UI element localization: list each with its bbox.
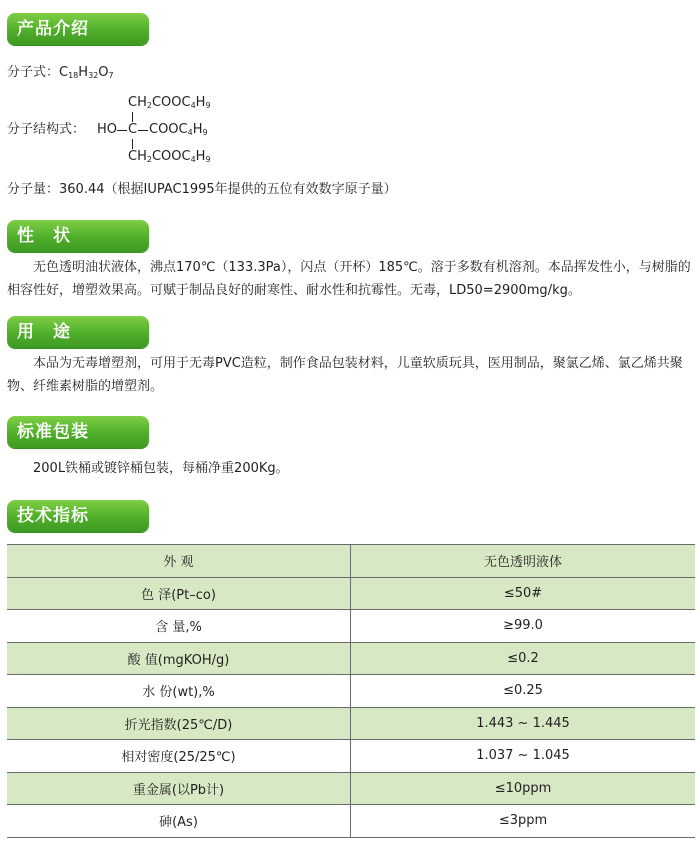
structure-bottom-h: H	[195, 149, 206, 164]
formula-c: C	[59, 65, 69, 80]
spec-table	[7, 544, 695, 838]
structure-top-sub3: 9	[205, 101, 211, 110]
section-header-usage: 用 途	[7, 316, 149, 348]
spec-value: ≤50#	[351, 577, 696, 610]
structure-bond-left	[117, 130, 127, 131]
spec-value: ≥99.0	[351, 610, 696, 643]
structure-mid-h: H	[192, 122, 203, 137]
structure-bottom-sub3: 9	[205, 155, 211, 164]
formula-o-count: 7	[108, 71, 114, 80]
formula-h: H	[78, 65, 89, 80]
structure-top-sub1: 2	[146, 101, 152, 110]
properties-text: 无色透明油状液体，沸点170℃（133.3Pa），闪点（开杯）185℃。溶于多数有机溶剂。本品挥发性小，与树脂的相容性好，增塑效果高。可赋于制品良好的耐寒性、耐水性和抗霉性。无毒，LD50=2900mg/kg。	[7, 260, 691, 298]
spec-value: ≤0.2	[351, 642, 696, 675]
spec-value: 无色透明液体	[351, 545, 696, 578]
table-row	[7, 577, 695, 610]
spec-item: 砷(As)	[7, 805, 351, 838]
structure-mid-cooc: COOC	[149, 122, 188, 137]
section-header-specs: 技术指标	[7, 500, 149, 532]
section-header-intro: 产品介绍	[7, 13, 149, 45]
table-row	[7, 642, 695, 675]
structure-top	[128, 92, 211, 117]
section-header-packaging: 标准包装	[7, 416, 149, 448]
section-header-properties: 性 状	[7, 220, 149, 252]
structure-c: C	[128, 122, 138, 137]
usage-text: 本品为无毒增塑剂，可用于无毒PVC造粒，制作食品包装材料，儿童软质玩具，医用制品，聚氯乙烯、氯乙烯共聚物、纤维素树脂的增塑剂。	[7, 356, 683, 394]
spec-item: 色 泽(Pt–co)	[7, 577, 351, 610]
table-row	[7, 805, 695, 838]
spec-item: 含 量,%	[7, 610, 351, 643]
spec-value: ≤0.25	[351, 675, 696, 708]
structure-top-sub2: 4	[190, 101, 196, 110]
table-row	[7, 545, 695, 578]
spec-item: 外 观	[7, 545, 351, 578]
structure-bond-right	[138, 130, 148, 131]
spec-value: 1.443 ~ 1.445	[351, 707, 696, 740]
structure-bottom	[128, 146, 211, 171]
structure-bottom-ch: CH	[128, 149, 147, 164]
structure-mid-sub1: 4	[187, 128, 193, 137]
spec-item: 水 份(wt),%	[7, 675, 351, 708]
packaging-text: 200L铁桶或镀锌桶包装，每桶净重200Kg。	[33, 461, 289, 476]
spec-item: 酸 值(mgKOH/g)	[7, 642, 351, 675]
formula-o: O	[98, 65, 109, 80]
structure-bottom-cooc: COOC	[151, 149, 191, 164]
spec-value: ≤10ppm	[351, 772, 696, 805]
spec-value: 1.037 ~ 1.045	[351, 740, 696, 773]
formula-line	[7, 62, 114, 87]
structure-top-h: H	[195, 95, 206, 110]
structure-bottom-sub2: 4	[190, 155, 196, 164]
table-row	[7, 675, 695, 708]
table-row	[7, 707, 695, 740]
structure-label: 分子结构式：	[7, 122, 86, 137]
structure-top-ch: CH	[128, 95, 147, 110]
spec-item: 重金属(以Pb计)	[7, 772, 351, 805]
structure-bottom-sub1: 2	[146, 155, 152, 164]
table-row	[7, 772, 695, 805]
structure-mid-right	[149, 119, 208, 144]
formula-h-count: 32	[88, 71, 99, 80]
molecular-weight: 分子量：360.44（根据IUPAC1995年提供的五位有效数字原子量）	[7, 182, 397, 197]
structure-mid-sub2: 9	[202, 128, 208, 137]
formula-label: 分子式：	[7, 65, 60, 80]
table-row	[7, 610, 695, 643]
spec-value: ≤3ppm	[351, 805, 696, 838]
structure-top-cooc: COOC	[151, 95, 191, 110]
spec-item: 相对密度(25/25℃)	[7, 740, 351, 773]
structure-ho: HO	[97, 122, 118, 137]
table-row	[7, 740, 695, 773]
spec-item: 折光指数(25℃/D)	[7, 707, 351, 740]
formula-c-count: 18	[68, 71, 79, 80]
